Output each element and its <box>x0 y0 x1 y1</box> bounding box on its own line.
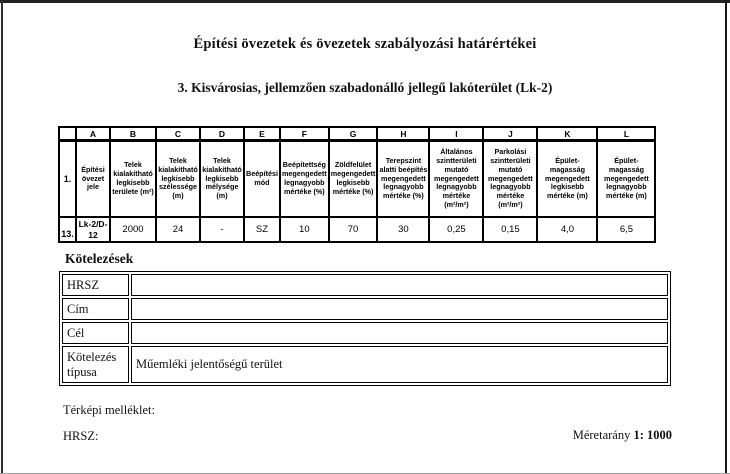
map-attachment-label: Térképi melléklet: <box>63 403 155 417</box>
column-letter-D: D <box>200 127 244 141</box>
data-cell-I: 0,25 <box>429 217 483 242</box>
column-header-F: Beépítettség megengedett legnagyobb mértéke (%) <box>280 141 329 218</box>
scale-prefix: Méretarány <box>572 428 631 442</box>
obligation-label-type: Kötelezés típusa <box>62 346 129 383</box>
obligation-value-type: Műemléki jelentőségű terület <box>131 346 668 383</box>
column-header-row <box>59 141 655 218</box>
column-letter-C: C <box>156 127 200 141</box>
header-row-number: 1. <box>59 141 76 218</box>
column-header-B: Telek kialakítható legkisebb területe (m²) <box>110 141 156 218</box>
data-cell-C: 24 <box>156 217 200 242</box>
obligation-label-hrsz: HRSZ <box>62 274 129 296</box>
column-letter-G: G <box>329 127 378 141</box>
column-letter-B: B <box>110 127 156 141</box>
zone-code-cell: Lk-2/D-12 <box>76 217 110 242</box>
obligation-label-cel: Cél <box>62 322 129 344</box>
column-letter-L: L <box>597 127 655 141</box>
data-cell-L: 6,5 <box>597 217 655 242</box>
document-subtitle: 3. Kisvárosias, jellemzően szabadonálló jellegű lakóterület (Lk-2) <box>177 80 553 95</box>
column-letter-I: I <box>429 127 483 141</box>
column-header-L: Épület-magasság megengedett legnagyobb mértéke (m) <box>597 141 655 218</box>
column-letter-F: F <box>280 127 329 141</box>
zoning-limits-table <box>58 126 656 243</box>
document-title: Építési övezetek és övezetek szabályozási határértékei <box>193 36 537 52</box>
scale-value: 1: 1000 <box>633 428 672 442</box>
obligation-value-cim <box>131 298 668 320</box>
column-letter-row <box>59 127 655 141</box>
column-letter-A: A <box>76 127 110 141</box>
obligation-row-cel <box>62 322 668 344</box>
obligations-heading: Kötelezések <box>65 251 134 266</box>
page-right-edge <box>725 0 727 474</box>
column-letter-K: K <box>537 127 597 141</box>
scale-label <box>573 428 672 443</box>
obligation-value-hrsz <box>131 274 668 296</box>
column-header-A: Építési övezet jele <box>76 141 110 218</box>
data-cell-D: - <box>200 217 244 242</box>
obligation-label-cim: Cím <box>62 298 129 320</box>
data-cell-K: 4,0 <box>537 217 597 242</box>
obligation-value-cel <box>131 322 668 344</box>
column-header-E: Beépítési mód <box>244 141 280 218</box>
data-cell-J: 0,15 <box>483 217 537 242</box>
obligation-row-cim <box>62 298 668 320</box>
column-letter-H: H <box>377 127 429 141</box>
column-header-H: Terepszint alatti beépítés megengedett legnagyobb mértéke (%) <box>377 141 429 218</box>
corner-cell <box>59 127 76 141</box>
footer-hrsz-label: HRSZ: <box>63 429 99 443</box>
column-header-I: Általános szintterületi mutató megengedett legnagyobb mértéke (m²/m²) <box>429 141 483 218</box>
data-cell-E: SZ <box>244 217 280 242</box>
data-cell-B: 2000 <box>110 217 156 242</box>
data-cell-G: 70 <box>329 217 378 242</box>
data-cell-F: 10 <box>280 217 329 242</box>
data-row-number: 13. <box>59 217 76 242</box>
data-cell-H: 30 <box>377 217 429 242</box>
column-header-K: Épület-magasság megengedett legkisebb mértéke (m) <box>537 141 597 218</box>
column-header-J: Parkolási szintterületi mutató megengedett legnagyobb mértéke (m²/m²) <box>483 141 537 218</box>
column-header-D: Telek kialakítható legkisebb mélysége (m) <box>200 141 244 218</box>
zoning-data-row <box>59 217 655 242</box>
column-letter-J: J <box>483 127 537 141</box>
obligations-table <box>59 271 671 386</box>
column-header-G: Zöldfelület megengedett legkisebb mértéke (%) <box>329 141 378 218</box>
page-top-edge <box>0 0 730 3</box>
column-header-C: Telek kialakítható legkisebb szélessége (m) <box>156 141 200 218</box>
page-left-edge <box>1 0 3 474</box>
column-letter-E: E <box>244 127 280 141</box>
obligation-row-hrsz <box>62 274 668 296</box>
obligation-row-type <box>62 346 668 383</box>
